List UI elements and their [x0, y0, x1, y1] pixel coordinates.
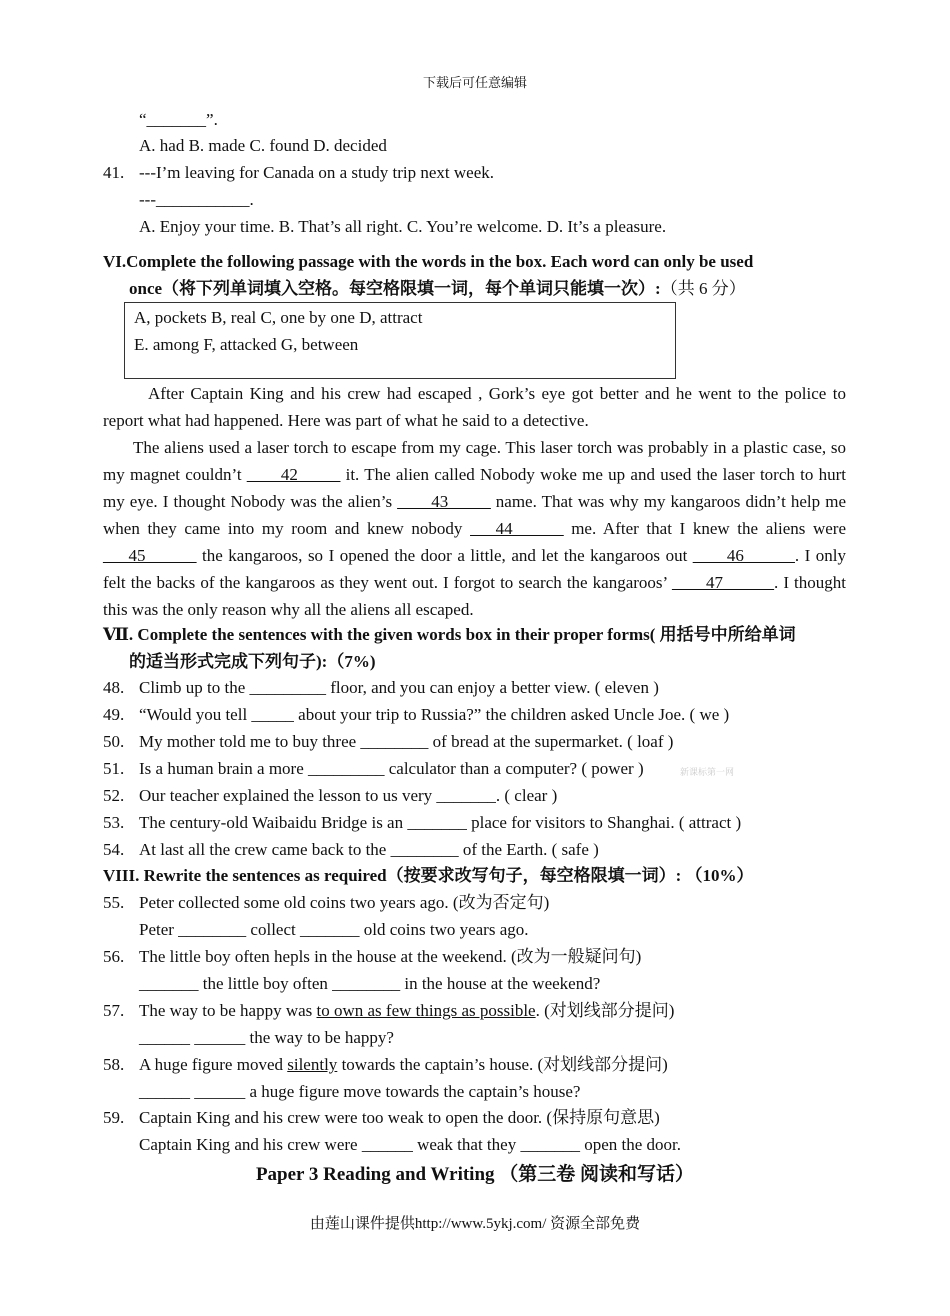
section8-title: VIII. Rewrite the sentences as required（按要求改写句子，每空格限填一词）: （10%）: [103, 866, 754, 885]
q58-line2: ______ ______ a huge figure move towards the captain’s house?: [139, 1082, 581, 1101]
blank-43: ____43_____: [397, 492, 491, 511]
q59-number: 59.: [103, 1108, 125, 1127]
word-box-row2: E. among F, attacked G, between: [134, 335, 359, 354]
q58-text: A huge figure moved: [139, 1055, 288, 1074]
passage-text: me. After that I knew the aliens were: [563, 519, 847, 538]
page-header: 下载后可任意编辑: [422, 75, 527, 90]
blank-47: ____47______: [672, 573, 775, 592]
q53-number: 53.: [103, 813, 125, 832]
q48-number: 48.: [103, 678, 125, 697]
section6-score: （共 6 分）: [660, 279, 746, 298]
q54-number: 54.: [103, 840, 125, 859]
q52-text: Our teacher explained the lesson to us very _______. ( clear ): [139, 786, 558, 805]
q56-line1: The little boy often hepls in the house at the weekend. (改为一般疑问句): [139, 947, 642, 966]
q56-line2: _______ the little boy often ________ in the house at the weekend?: [139, 974, 601, 993]
blank-44: ___44______: [470, 519, 564, 538]
q56-number: 56.: [103, 947, 125, 966]
passage-text: . I only felt the backs of the kangaroos as they went out. I forgot to search the kangaroos’: [103, 546, 846, 592]
q59-line2: Captain King and his crew were ______ weak that they _______ open the door.: [139, 1135, 681, 1154]
q51-text: Is a human brain a more _________ calculator than a computer? ( power ): [139, 759, 644, 778]
q54-text: At last all the crew came back to the ________ of the Earth. ( safe ): [139, 840, 599, 859]
passage-text: . I thought this was the only reason why all the aliens all escaped.: [103, 573, 847, 619]
blank-45: ___45______: [103, 546, 197, 565]
q49-number: 49.: [103, 705, 125, 724]
q57-text: . (对划线部分提问): [535, 1001, 675, 1020]
word-box-row1: A, pockets B, real C, one by one D, attract: [134, 308, 423, 327]
q53-text: The century-old Waibaidu Bridge is an _______ place for visitors to Shanghai. ( attract ): [139, 813, 742, 832]
q41-line2: ---___________.: [139, 190, 254, 209]
q48-text: Climb up to the _________ floor, and you can enjoy a better view. ( eleven ): [139, 678, 659, 697]
section7-title-line2: 的适当形式完成下列句子):（7%): [129, 652, 376, 671]
passage-text: name. That was why my kangaroos didn’t help me when they came into my room and knew nobody: [103, 492, 847, 538]
q52-number: 52.: [103, 786, 125, 805]
q41-options: A. Enjoy your time. B. That’s all right. C. You’re welcome. D. It’s a pleasure.: [139, 217, 667, 236]
passage-text: The aliens used a laser torch to escape from my cage. This laser torch was probably in a plastic case, so my magnet couldn’t: [103, 438, 846, 484]
passage-text: the kangaroos, so I opened the door a little, and let the kangaroos out: [196, 546, 693, 565]
passage-text: it. The alien called Nobody woke me up and used the laser torch to hurt my eye. I thought Nobody was the alien’s: [103, 465, 846, 511]
section7-title-line1: Ⅶ. Complete the sentences with the given words box in their proper forms( 用括号中所给单词: [103, 625, 796, 644]
q57-line2: ______ ______ the way to be happy?: [139, 1028, 394, 1047]
q41-line1: ---I’m leaving for Canada on a study trip next week.: [139, 163, 494, 182]
page-footer: 由莲山课件提供http://www.5ykj.com/ 资源全部免费: [309, 1216, 641, 1232]
q55-line2: Peter ________ collect _______ old coins two years ago.: [139, 920, 529, 939]
q50-text: My mother told me to buy three ________ of bread at the supermarket. ( loaf ): [139, 732, 674, 751]
section6-title-line1: VI.Complete the following passage with the words in the box. Each word can only be used: [103, 252, 754, 271]
section7-title: [103, 621, 846, 675]
word-box: [124, 302, 676, 379]
q55-number: 55.: [103, 893, 125, 912]
q51-number: 51.: [103, 759, 125, 778]
paper3-title: Paper 3 Reading and Writing （第三卷 阅读和写话）: [255, 1164, 695, 1185]
q55-line1: Peter collected some old coins two years ago. (改为否定句): [139, 893, 550, 912]
q57-text: The way to be happy was: [139, 1001, 317, 1020]
blank-42: ____42_____: [246, 465, 341, 484]
q57-line1: [139, 1001, 674, 1021]
q58-line1: [139, 1055, 668, 1075]
q57-underlined: to own as few things as possible: [316, 1001, 536, 1020]
q57-number: 57.: [103, 1001, 125, 1020]
passage-paragraph-1: After Captain King and his crew had escaped , Gork’s eye got better and he went to the police to report what had happened. Here was part of what he said to a detective.: [103, 384, 846, 430]
q59-line1: Captain King and his crew were too weak to open the door. (保持原句意思): [139, 1108, 660, 1127]
section6-title-line2: once（将下列单词填入空格。每空格限填一词，每个单词只能填一次）:: [129, 279, 661, 298]
passage-paragraph-2: [103, 434, 846, 623]
q40-stem-tail: “_______”.: [139, 110, 218, 129]
q50-number: 50.: [103, 732, 125, 751]
q58-underlined: silently: [287, 1055, 338, 1074]
section6-title: [103, 248, 846, 302]
q49-text: “Would you tell _____ about your trip to Russia?” the children asked Uncle Joe. ( we ): [139, 705, 730, 724]
blank-46: ____46______: [692, 546, 795, 565]
q40-options: A. had B. made C. found D. decided: [139, 136, 387, 155]
q58-number: 58.: [103, 1055, 125, 1074]
q41-number: 41.: [103, 163, 125, 182]
watermark: 新课标第一网: [680, 767, 735, 777]
q58-text: towards the captain’s house. (对划线部分提问): [337, 1055, 668, 1074]
